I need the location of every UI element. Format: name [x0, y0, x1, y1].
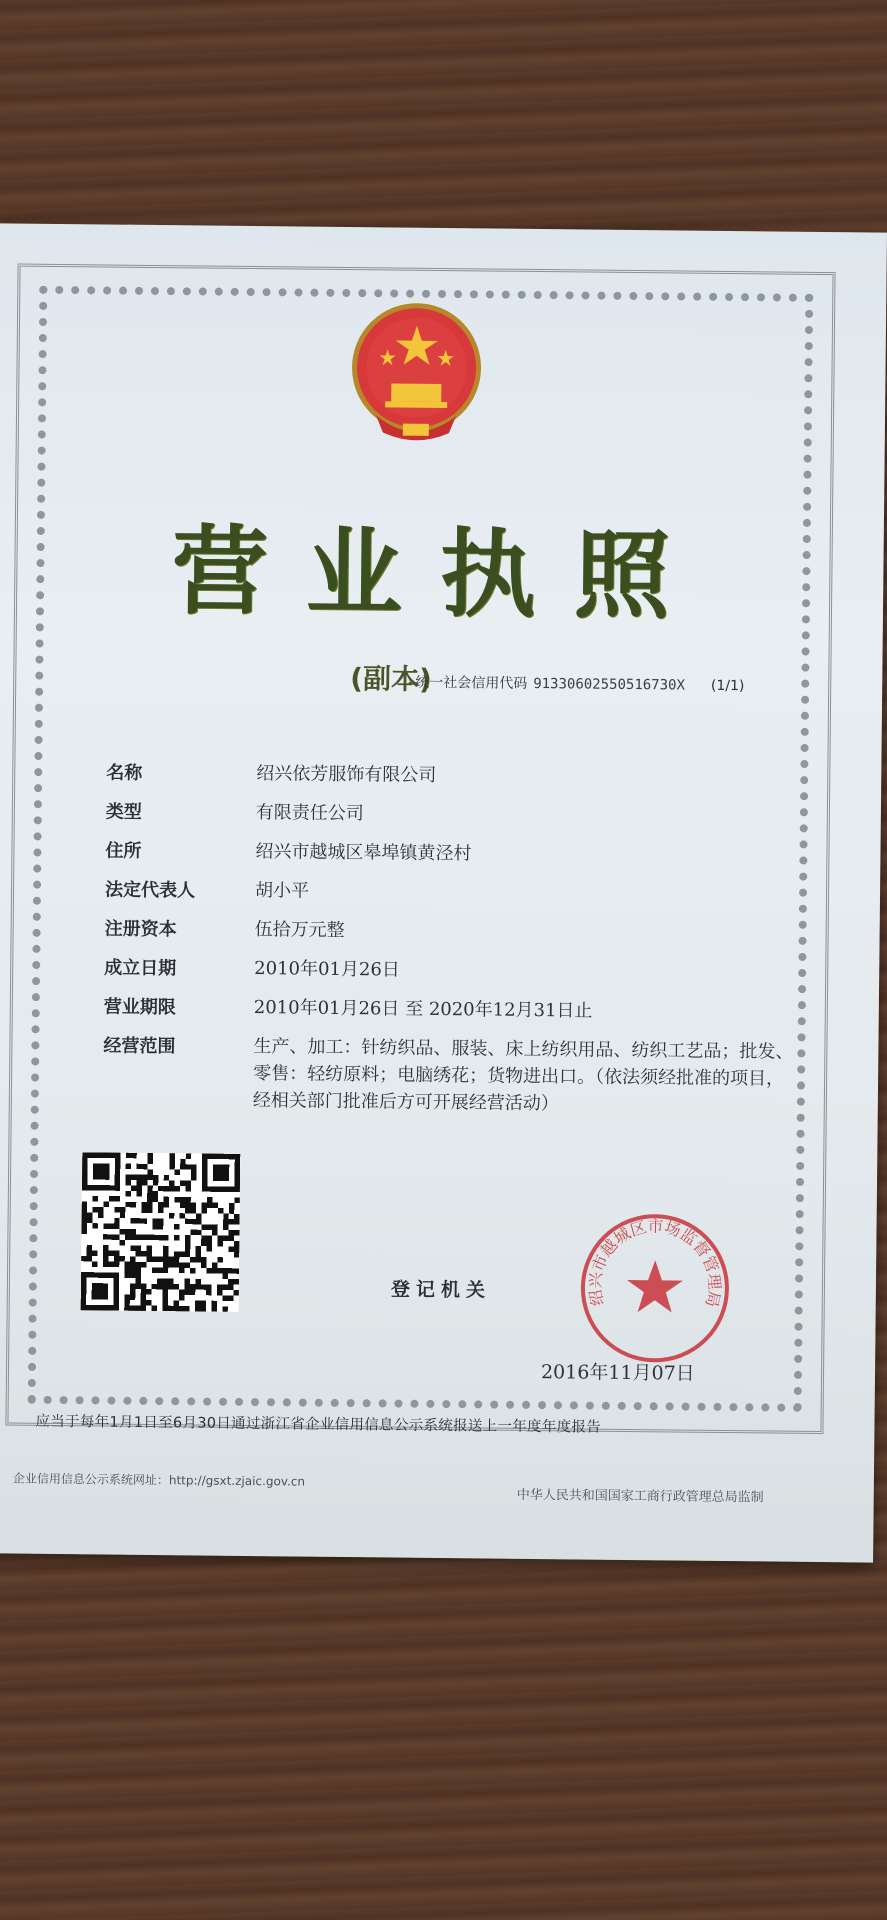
document-title: 营业执照 — [171, 515, 709, 633]
field-label: 注册资本 — [104, 918, 177, 941]
field-row-business-scope — [103, 1031, 794, 1119]
field-value: 伍拾万元整 — [254, 919, 345, 942]
field-value: 胡小平 — [254, 880, 310, 902]
field-value: 生产、加工：针纺织品、服装、床上纺织用品、纺织工艺品；批发、零售：轻纺原料；电脑绣花；货物进出口。（依法须经批准的项目，经相关部门批准后方可开展经营活动） — [252, 1036, 794, 1115]
field-label: 法定代表人 — [104, 879, 196, 902]
credit-code-label: 统一社会信用代码 — [415, 674, 528, 692]
business-license-document — [0, 223, 887, 1562]
field-value: 绍兴市越城区皋埠镇黄泾村 — [255, 841, 472, 865]
copy-subtitle: (副本) — [350, 662, 433, 696]
field-label: 住所 — [105, 840, 142, 862]
field-label: 成立日期 — [104, 957, 177, 980]
website-label: 企业信用信息公示系统网址： — [12, 1471, 169, 1488]
field-value: 2010年01月26日 至 2020年12月31日止 — [253, 997, 593, 1022]
national-emblem-icon — [341, 297, 493, 449]
credit-code-value: 91330602550516730X — [533, 675, 686, 694]
issue-date: 2016年11月07日 — [540, 1361, 695, 1385]
annual-report-notice: 应当于每年1月1日至6月30日通过浙江省企业信用信息公示系统报送上一年度年度报告 — [35, 1413, 602, 1436]
official-seal-stamp — [574, 1207, 736, 1369]
field-value: 绍兴依芳服饰有限公司 — [256, 763, 437, 786]
qr-code — [81, 1152, 241, 1312]
page-number: (1/1) — [710, 677, 745, 695]
website-url: http://gsxt.zjaic.gov.cn — [168, 1473, 306, 1489]
field-label: 营业期限 — [103, 996, 176, 1019]
field-value: 2010年01月26日 — [254, 958, 400, 981]
website-line — [13, 1470, 305, 1490]
license-fields — [103, 758, 797, 1119]
seal-text: 绍兴市越城区市场监督管理局 — [585, 1216, 725, 1309]
field-label: 类型 — [105, 801, 142, 823]
issuer-line: 中华人民共和国国家工商行政管理总局监制 — [516, 1487, 764, 1506]
field-value: 有限责任公司 — [255, 802, 364, 825]
registration-authority-label: 登记机关 — [390, 1278, 492, 1302]
field-label: 经营范围 — [103, 1035, 176, 1058]
field-label: 名称 — [106, 762, 143, 784]
credit-code-line — [415, 672, 744, 695]
